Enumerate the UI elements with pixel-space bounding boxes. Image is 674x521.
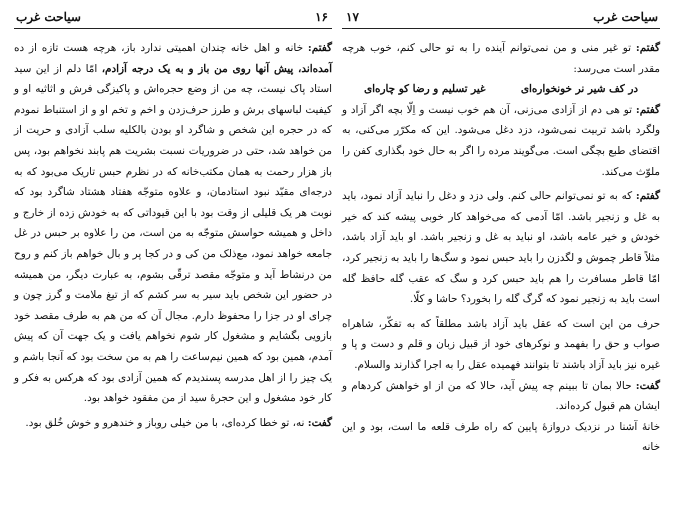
left-paragraph-2 [14, 413, 332, 434]
verse-first-hemistich: در کف شیر نر خونخواره‌ای [520, 83, 638, 96]
paragraph-text: حالا بمان تا ببینم چه پیش آید، حالا که من از او خواهش کردهام و ایشان هم قبول کرده‌اند. [342, 379, 660, 413]
left-page-header [14, 8, 332, 29]
left-page-body [14, 38, 332, 433]
paragraph-text: حرف من این است که عقل باید آزاد باشد مطلقاً که به تفکّر، شاهراه صواب و حق را بفهمد و نوکرهای خود از قبیل زبان و قلم و دست و پا و غیره نیز باید آزاد باشند تا بتوانند فهمیده عقل را به اجرا گذارند والسلام. [342, 317, 660, 371]
right-page-header [342, 8, 660, 29]
speaker-label: گفتم: [635, 42, 660, 54]
right-page-number: ۱۷ [346, 10, 359, 24]
speaker-label: گفت: [635, 379, 660, 392]
paragraph-text: نه، تو خطا کرده‌ای، با من خیلی روباز و خندهرو و خوش خُلق بود. [25, 416, 308, 429]
right-paragraph-5 [342, 376, 660, 417]
left-page [14, 0, 332, 521]
paragraph-text: تو غیر منی و من نمی‌توانم آینده را به تو حالی کنم، خوب هرچه مقدر است می‌رسد: [342, 42, 660, 75]
right-paragraph-3 [342, 186, 660, 310]
paragraph-text: خانه و اهل خانه چندان اهمیتی ندارد باز، هرچه هست تازه از ده [14, 42, 308, 54]
left-paragraph-1 [14, 38, 332, 409]
speaker-label: گفتم: [635, 103, 660, 116]
right-running-title: سیاحت غرب [593, 10, 658, 24]
speaker-label: گفتم: [307, 42, 332, 54]
paragraph-text: خانهٔ آشنا در نزدیک دروازهٔ پایین که راه طرف قلعه ما است، بود و این خانه [342, 420, 660, 454]
right-paragraph-2 [342, 100, 660, 182]
speaker-label: گفت: [307, 416, 332, 429]
bold-phrase: آمده‌اند، پیش آنها روی من باز و به یک درجه آزادم، [101, 62, 332, 75]
poem-verse [342, 79, 660, 100]
right-paragraph-6 [342, 417, 660, 458]
right-page [342, 0, 660, 521]
left-running-title: سیاحت غرب [16, 10, 81, 24]
right-page-body [342, 38, 660, 458]
paragraph-text: که به تو نمی‌توانم حالی کنم. ولی دزد و دغل را نباید آزاد نمود، باید به غل و زنجیر باشد. امّا آدمی که می‌خواهد کار خوبی پیشه کند که خیر خودش و خیر عامه باشد، او نباید به غل و زنجیر باشد. او باید آزاد باشد، مثلاً قاطر چموش و لگدزن را باید حبس نمود و سگ‌ها را باید به زنجیر کرد، امّا قاطر مسافرت را هم باید حبس کرد و سگ که عقب گله حافظ گله است باید به زنجیر نمود که گرگ گله را بخورد؟ حاشا و کلّا. [342, 190, 660, 306]
speaker-label: گفتم: [635, 190, 660, 203]
paragraph-text: امّا دلم از این سید استاد پاک نیست، چه من از وضع حجره‌اش و پاکیزگی فرش و اثاثیه او و کیفیت لباسهای برش و طرز حرف‌زدن و اخم و تخم او و از استنباط نمودم که در حجره این شخص و شاگرد او بودن بالکلیه سلب آزادی و حریت از من خواهد شد، حتی در ضروریات نسبت بشریت هم پابند نخواهم بود، پس باز هزار رحمت به همان مکتب‌خانه که در نظرم حبس تاریک می‌بود که به درجه‌ای مقیّد نبود استادمان، و علاوه متوجّه هفتاد هشتاد شاگرد بود که نوبت هر یک قلیلی از وقت بود با این قیوداتی که به خودش زده از خارج و داخل و همیشه حواسش متوجّه به من است، من را علاوه بر حبس در غل جامعه خواهد نمود، مع‌ذلک من کی و در کجا پر و بال خواهم باز کنم و روح من درنشاط آید و متوجّه مقصد ترقّی بشوم، به عبارت دیگر، من همیشه در حضور این شخص باید سیر به سر کشم که از تیغ ملامت و گرز چون و چرای او در جزا را محفوظ دارم. مجال آن که من هم به طرف مقصد خود بازویی بگشایم و مشغول کار شوم نخواهم یافت و یک جهت آن که پیش آمدم، همین بود که همین نیم‌ساعت را هم به من سخت بود که آنجا باشم و یک چیز را از اهل مدرسه پسندیدم که همین آزادی بود که هرکس به فکر و کار خود مشغول و این حجرهٔ سید از من مفقود خواهد بود. [14, 62, 332, 405]
right-paragraph-1 [342, 38, 660, 79]
left-page-number: ۱۶ [315, 10, 328, 24]
paragraph-text: تو هی دم از آزادی می‌زنی، آن هم خوب نیست و اِلّا بچه اگر آزاد و ولگرد باشد تربیت نمی‌شود، دزد دغل می‌شود. این که مکرّر می‌کنی، به اقتضای طبع بچگی است. می‌گویند مرده را اگر به حال خود بگذاری کفن را ملوّث می‌کند. [342, 103, 660, 178]
verse-second-hemistich: غیر تسلیم و رضا کو چاره‌ای [364, 83, 486, 96]
right-paragraph-4 [342, 314, 660, 376]
